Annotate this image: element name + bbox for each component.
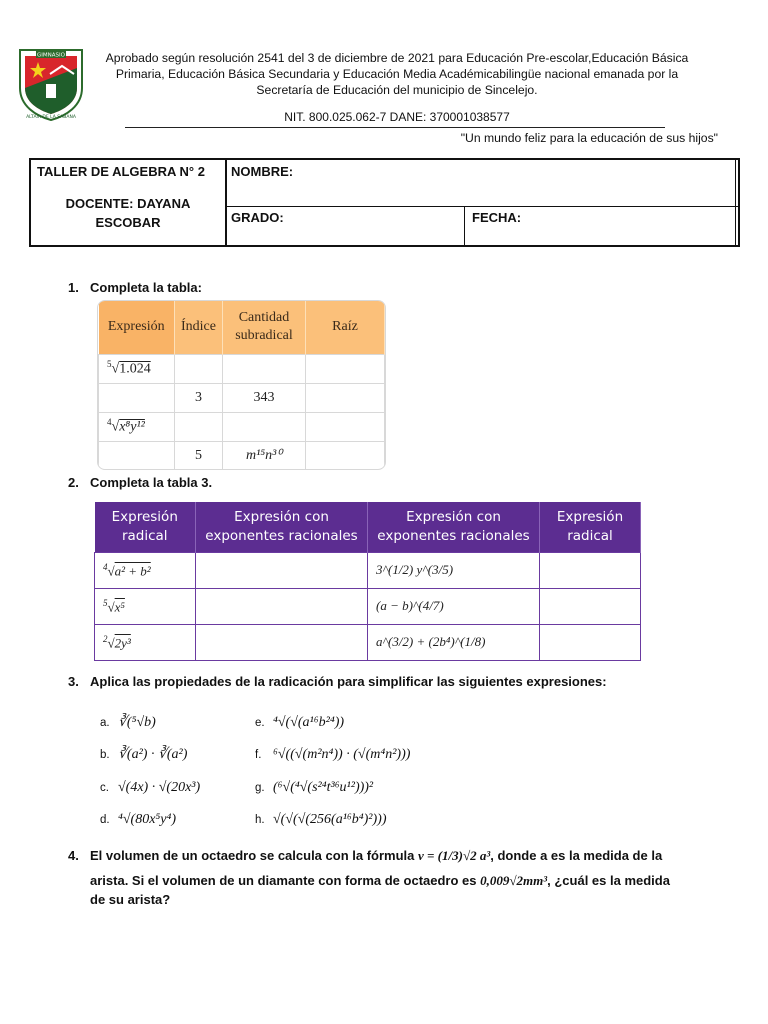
list-item: d. ⁴√(80x⁵y⁴) [100,812,177,827]
table-row: $^5$√1.024 [99,354,385,383]
table-row: 3 343 [99,383,385,412]
svg-text:ALTAIR DE LA SABANA: ALTAIR DE LA SABANA [26,115,76,120]
question-4: 4. El volumen de un octaedro se calcula con la fórmula v = (1/3)√2 a³, donde a es la medida de la arista. Si el volumen de un diamante con forma de octaedro es 0,009√2mm³, ¿cuál es la medida de su arista? [68,848,670,907]
table-row: 5 m¹⁵n³⁰ [99,441,385,470]
table-1-header: Raíz [306,301,385,354]
table-row: $^2$√2y³ a^(3/2) + (2b⁴)^(1/8) [95,624,641,660]
header-line-2: Primaria, Educación Básica Secundaria y Educación Media Académicabilingüe nacional emanada por la [115,67,679,81]
table-3-header: Expresión radical [540,502,641,552]
table-row: $^4$√a² + b² 3^(1/2) y^(3/5) [95,552,641,588]
table-row: $^5$√x⁵ (a − b)^(4/7) [95,588,641,624]
table-3-header: Expresión con exponentes racionales [368,502,540,552]
header-divider [125,127,665,128]
list-item: b. ∛(a²) · ∛(a²) [100,747,188,762]
header-motto: "Un mundo feliz para la educación de sus hijos" [460,131,718,145]
question-3: 3. Aplica las propiedades de la radicación para simplificar las siguientes expresiones: [68,674,607,689]
school-logo [16,44,86,122]
table-3-header: Expresión radical [95,502,196,552]
grade-field-label: GRADO: [231,210,284,225]
name-field-label: NOMBRE: [231,164,294,179]
list-item: h. √(√(√(256(a¹⁶b⁴)²))) [255,812,387,827]
header-line-3: Secretaría de Educación del municipio de Sincelejo. [256,83,538,97]
list-item: f. ⁶√((√(m²n⁴)) · (√(m⁴n²))) [255,747,411,762]
table-1-header: Cantidad subradical [223,301,306,354]
table-1-header: Expresión [99,301,175,354]
list-item: e. ⁴√(√(a¹⁶b²⁴)) [255,715,345,730]
table-3 [94,502,641,661]
table-1 [97,300,386,470]
list-item: a. ∛(⁵√b) [100,715,156,730]
list-item: g. (⁶√(⁴√(s²⁴t³⁶u¹²)))² [255,780,374,795]
table-1-header: Índice [175,301,223,354]
workshop-title: TALLER DE ALGEBRA N° 2 [37,164,205,179]
question-2: 2. Completa la tabla 3. [68,475,213,490]
question-1: 1. Completa la tabla: [68,280,202,295]
header-resolution [92,50,702,98]
svg-text:GIMNASIO: GIMNASIO [37,52,65,59]
header-nit: NIT. 800.025.062-7 DANE: 370001038577 [284,110,510,124]
table-3-header: Expresión con exponentes racionales [196,502,368,552]
date-field-label: FECHA: [472,210,522,225]
teacher-name: DOCENTE: DAYANA ESCOBAR [65,196,191,230]
student-info-box [29,158,740,247]
header-line-1: Aprobado según resolución 2541 del 3 de diciembre de 2021 para Educación Pre-escolar,Educación Básica [105,51,689,65]
table-row: $^4$√x⁸y¹² [99,412,385,441]
list-item: c. √(4x) · √(20x³) [100,780,201,795]
